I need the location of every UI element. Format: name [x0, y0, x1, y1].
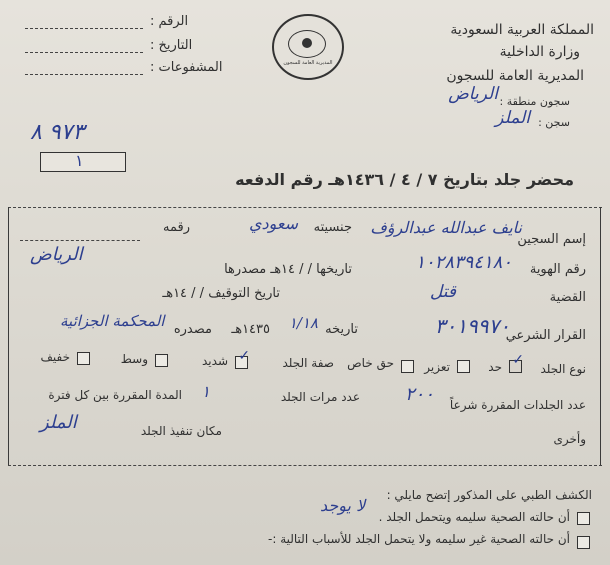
directorate-name: المديرية العامة للسجون	[446, 68, 584, 84]
court-name: المحكمة الجزائية	[60, 312, 165, 330]
region-label: سجون منطقة :	[499, 95, 570, 108]
medical-ok-checkbox[interactable]	[577, 512, 590, 525]
ruling-number: ٣٠١٩٩٧٠	[434, 314, 510, 338]
ruling-date: ١/١٨	[288, 314, 318, 332]
ruling-label: القرار الشرعي	[505, 328, 586, 343]
lash-manner-label: صفة الجلد	[282, 356, 334, 370]
manner-light-label: خفيف	[40, 350, 70, 364]
nationality-label: جنسيته	[313, 220, 352, 235]
place-value: الملز	[40, 412, 77, 433]
other-label: وأخرى	[553, 432, 586, 446]
attachments-label: المشفوعات :	[150, 60, 223, 75]
prisoner-name: نايف عبدالله عبدالرؤف	[370, 218, 522, 237]
number-label: الرقم :	[150, 14, 189, 29]
manner-medium-label: وسط	[120, 352, 148, 366]
id-date-label: تاريخها / / ١٤هـ مصدرها	[224, 262, 352, 277]
form-left-border	[8, 207, 9, 465]
prison-value: الملز	[495, 108, 530, 128]
arrest-date-label: تاريخ التوقيف / / ١٤هـ	[162, 286, 280, 301]
medical-top-border	[8, 465, 602, 466]
date-label: التاريخ :	[150, 38, 193, 53]
total-lashes-value: ٢٠٠	[404, 384, 434, 405]
times-value: ١	[201, 382, 210, 401]
type-private-label: حق خاص	[347, 356, 394, 370]
manner-light-checkbox[interactable]	[77, 352, 90, 365]
type-tazir-checkbox[interactable]	[457, 360, 470, 373]
lash-type-label: نوع الجلد	[540, 362, 586, 376]
source-label: مصدره	[173, 322, 212, 337]
medical-not-ok-checkbox[interactable]	[577, 536, 590, 549]
id-number: ١٠٢٨٣٩٤١٨٠	[415, 252, 512, 273]
period-label: المدة المقررة بين كل فترة	[48, 388, 182, 402]
total-lashes-label: عدد الجلدات المقررة شرعاً	[449, 398, 586, 412]
number-line	[25, 28, 143, 29]
times-label: عدد مرات الجلد	[280, 390, 360, 404]
id-label: رقم الهوية	[529, 262, 586, 277]
kingdom-name: المملكة العربية السعودية	[450, 22, 594, 38]
form-title: محضر جلد بتاريخ ٧ / ٤ / ١٤٣٦هـ رقم الدفعه	[235, 170, 574, 189]
batch-box	[40, 152, 126, 172]
medical-label: الكشف الطبي على المذكور إتضح مايلي :	[386, 488, 592, 502]
prisoner-label: إسم السجين	[517, 232, 586, 247]
medical-ok-label: أن حالته الصحية سليمه ويتحمل الجلد .	[378, 510, 570, 524]
doctor-note: لا يوجد	[320, 496, 366, 515]
case-label: القضية	[549, 290, 586, 305]
case-value: قتل	[429, 282, 456, 302]
type-had-check-mark: ✓	[512, 352, 524, 368]
ruling-year: ١٤٣٥هـ	[231, 322, 270, 337]
attachments-line	[25, 74, 143, 75]
nationality-value: سعودي	[248, 214, 298, 233]
manner-medium-checkbox[interactable]	[155, 354, 168, 367]
region-value: الرياض	[448, 84, 498, 104]
file-number: ٩٧٣ ٨	[30, 120, 85, 145]
form-right-border	[600, 207, 601, 465]
number-field-label: رقمه	[163, 220, 190, 235]
type-had-label: حد	[488, 360, 502, 374]
medical-not-ok-label: أن حالته الصحية غير سليمه ولا يتحمل الجلد للأسباب التالية :-	[268, 532, 570, 546]
manner-severe-label: شديد	[202, 354, 228, 368]
prison-label: سجن :	[538, 116, 570, 129]
ruling-date-label: تاريخه	[325, 322, 358, 337]
place-label: مكان تنفيذ الجلد	[140, 424, 222, 438]
ministry-emblem-icon: المديرية العامة للسجون	[272, 14, 344, 80]
batch-number: ١	[75, 151, 84, 170]
type-tazir-label: تعزير	[424, 360, 450, 374]
id-source: الرياض	[30, 244, 83, 265]
type-private-checkbox[interactable]	[401, 360, 414, 373]
date-line	[25, 52, 143, 53]
number-field-line	[20, 240, 140, 241]
ministry-name: وزارة الداخلية	[499, 44, 580, 60]
manner-severe-check-mark: ✓	[238, 348, 250, 364]
form-top-border	[8, 207, 602, 208]
